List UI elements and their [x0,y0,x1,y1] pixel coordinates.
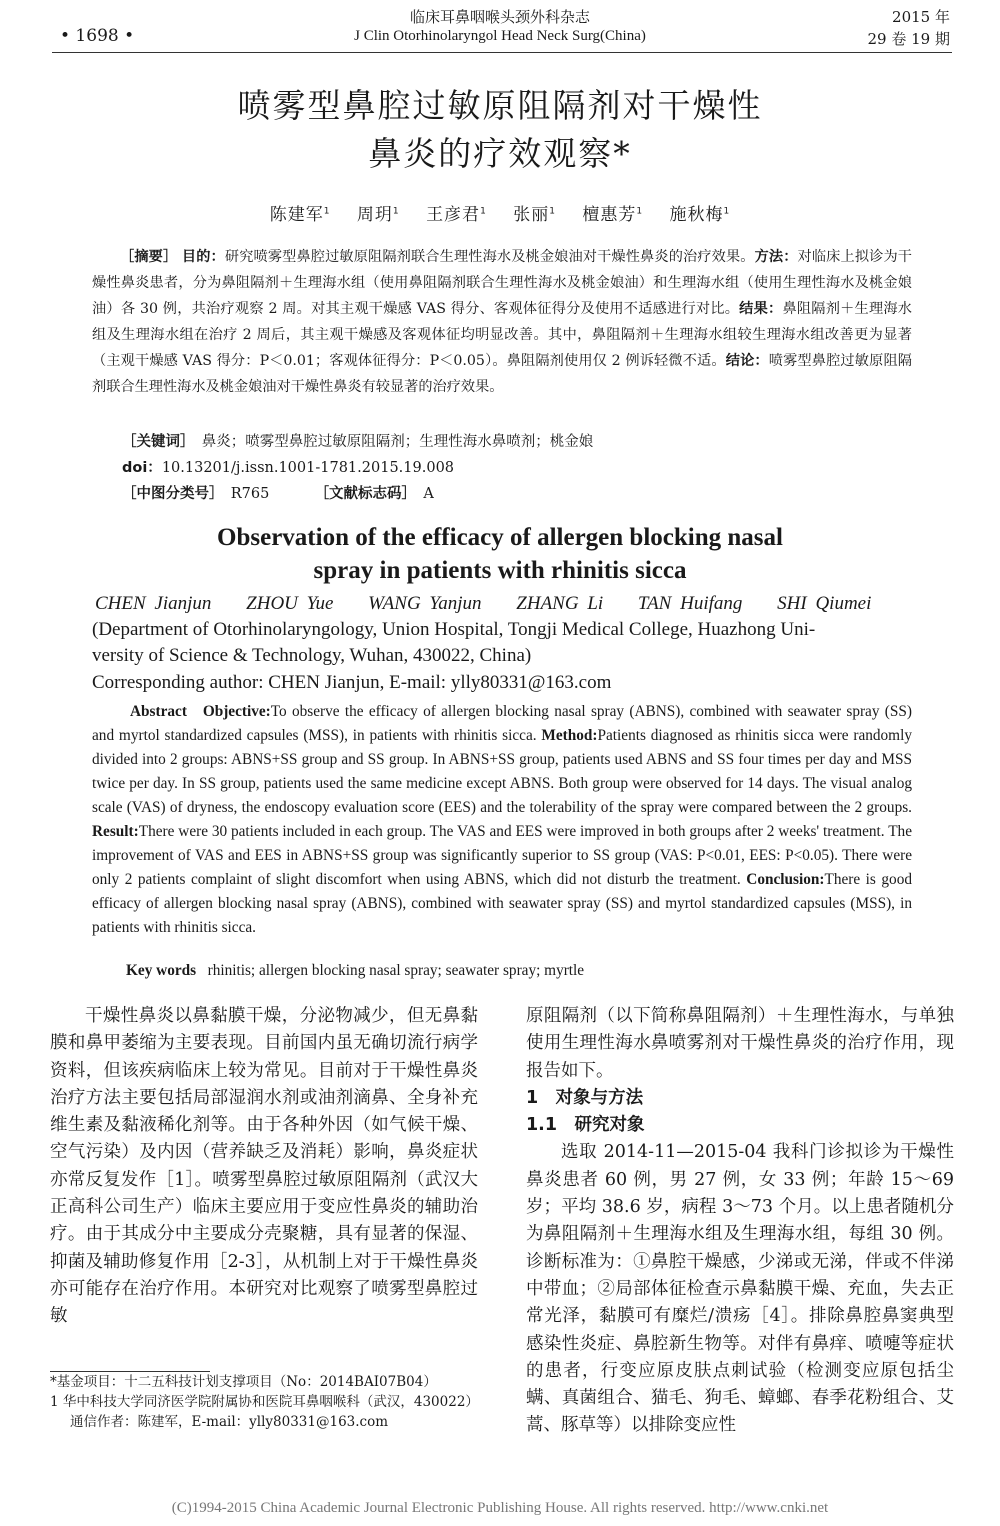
author-cn: 王彦君$^1$ [426,205,487,225]
author-list-en [95,593,897,615]
keywords-en: Key words rhinitis; allergen blocking nasal spray; seawater spray; myrtle [126,962,585,979]
subsection-heading: 1.1 研究对象 [526,1115,645,1136]
author-cn: 周玥$^1$ [356,205,400,225]
affiliation-en-line1: (Department of Otorhinolaryngology, Union Hospital, Tongji Medical College, Huazhong Uni- [92,619,816,640]
author-en: SHI Qiumei [777,593,872,614]
intro-paragraph: 干燥性鼻炎以鼻黏膜干燥，分泌物减少，但无鼻黏膜和鼻甲萎缩为主要表现。目前国内虽无确切流行病学资料，但该疾病临床上较为常见。目前对于干燥性鼻炎治疗方法主要包括局部湿润水剂或油剂滴鼻、全身补充维生素及黏液稀化剂等。由于各种外因（如气候干燥、空气污染）及内因（营养缺乏及消耗）影响，鼻炎症状亦常反复发作［1］。喷雾型鼻腔过敏原阻隔剂（武汉大正高科公司生产）临床主要应用于变应性鼻炎的辅助治疗。由于其成分中主要成分壳聚糖，具有显著的保湿、抑菌及辅助修复作用［2-3］，从机制上对于干燥性鼻炎亦可能存在治疗作用。本研究对比观察了喷雾型鼻腔过敏 [50,1006,478,1327]
copyright-footer: (C)1994-2015 China Academic Journal Electronic Publishing House. All rights reserved. http://www.cnki.net [171,1500,829,1516]
body-right-column [526,1003,954,1440]
journal-issue: 29 卷 19 期 [867,30,950,48]
classification-line: ［中图分类号］ R765 ［文献标志码］ A [122,486,434,502]
fund-note: *基金项目：十二五科技计划支撑项目（No：2014BAI07B04） [50,1374,437,1390]
journal-name-en: J Clin Otorhinolaryngol Head Neck Surg(China) [354,28,646,44]
title-cn-line1: 喷雾型鼻腔过敏原阻隔剂对干燥性 [237,86,763,125]
corresponding-author-en: Corresponding author: CHEN Jianjun, E-mail: ylly80331@163.com [92,672,612,693]
journal-year: 2015 年 [892,8,950,26]
subjects-paragraph: 选取 2014-11—2015-04 我科门诊拟诊为干燥性鼻炎患者 60 例，男 27 例，女 33 例；年龄 15～69 岁；平均 38.6 岁，病程 3～73 个月。以上患者随机分为鼻阻隔剂＋生理海水组及生理海水组，每组 30 例。诊断标准为：①鼻腔干燥感，少涕或无涕，伴或不伴涕中带血；②局部体征检查示鼻黏膜干燥、充血，失去正常光泽，黏膜可有糜烂/溃疡［4］。排除鼻腔鼻窦典型感染性炎症、鼻腔新生物等。对伴有鼻痒、喷嚏等症状的患者，行变应原皮肤点刺试验（检测变应原包括尘螨、真菌组合、猫毛、狗毛、蟑螂、春季花粉组合、艾蒿、豚草等）以排除变应性 [526,1142,954,1436]
abstract-en: Abstract Objective:To observe the efficacy of allergen blocking nasal spray (ABNS), combined with seawater spray (SS) and myrtol standardized capsules (MSS), in patients with rhinitis sicca. Method:Patients diagnosed as rhinitis sicca were randomly divided into 2 groups: ABNS+SS group and SS group. In ABNS+SS group, patients used ABNS and SS four times per day and MSS twice per day. In SS group, patients used the same medicine except ABNS. Both group were observed for 14 days. The visual analog scale (VAS) of dryness, the endoscopy evaluation score (EES) and the tolerability of the spray were compared between the 2 groups. Result:There were 30 patients included in each group. The VAS and EES were improved in both groups after 2 weeks' treatment. The improvement of VAS and EES in ABNS+SS group was significantly superior to SS group (VAS: P<0.01, EES: P<0.05). There were only 2 patients complaint of slight discomfort when using ABNS, which did not disturb the treatment. Conclusion:There is good efficacy of allergen blocking nasal spray (ABNS), combined with seawater spray (SS) and myrtol standardized capsules (MSS), in patients with rhinitis sicca. [92,703,912,936]
author-cn: 陈建军$^1$ [269,205,331,225]
author-cn: 张丽$^1$ [513,205,556,225]
affiliation-note: 1 华中科技大学同济医学院附属协和医院耳鼻咽喉科（武汉，430022） [50,1394,479,1410]
body-left-column [50,1003,478,1331]
author-en: WANG Yanjun [368,593,482,614]
section-heading: 1 对象与方法 [526,1087,644,1108]
author-cn: 施秋梅$^1$ [669,205,731,225]
corresponding-note: 通信作者：陈建军，E-mail：ylly80331@163.com [70,1414,389,1430]
header-rule [52,52,952,53]
author-cn: 檀惠芳$^1$ [582,205,644,225]
title-en-line1: Observation of the efficacy of allergen blocking nasal [217,524,783,551]
title-en-line2: spray in patients with rhinitis sicca [313,557,687,584]
page-number: • 1698 • [60,26,135,46]
footnotes [50,1372,490,1432]
author-en: ZHOU Yue [246,593,334,614]
title-cn-line2: 鼻炎的疗效观察* [368,134,632,173]
author-list-cn [0,200,1000,225]
keywords-cn: ［关键词］ 鼻炎；喷雾型鼻腔过敏原阻隔剂；生理性海水鼻喷剂；桃金娘 [122,434,594,450]
author-en: TAN Huifang [637,593,743,614]
journal-name-cn: 临床耳鼻咽喉头颈外科杂志 [409,8,590,26]
affiliation-en-line2: versity of Science & Technology, Wuhan, 430022, China) [92,645,532,666]
abstract-cn: ［摘要］ 目的：研究喷雾型鼻腔过敏原阻隔剂联合生理性海水及桃金娘油对干燥性鼻炎的治疗效果。方法：对临床上拟诊为干燥性鼻炎患者，分为鼻阻隔剂＋生理海水组（使用鼻阻隔剂联合生理性海水及桃金娘油）和生理海水组（使用生理性海水及桃金娘油）各 30 例，共治疗观察 2 周。对其主观干燥感 VAS 得分、客观体征得分及使用不适感进行对比。结果：鼻阻隔剂＋生理海水组及生理海水组在治疗 2 周后，其主观干燥感及客观体征均明显改善。其中，鼻阻隔剂＋生理海水组较生理海水组改善更为显著（主观干燥感 VAS 得分：P＜0.01；客观体征得分：P＜0.05）。鼻阻隔剂使用仅 2 例诉轻微不适。结论：喷雾型鼻腔过敏原阻隔剂联合生理性海水及桃金娘油对干燥性鼻炎有较显著的治疗效果。 [92,249,912,395]
author-en: CHEN Jianjun [95,593,212,614]
intro-paragraph-cont: 原阻隔剂（以下简称鼻阻隔剂）＋生理性海水，与单独使用生理性海水鼻喷雾剂对干燥性鼻炎的治疗作用，现报告如下。 [526,1006,954,1081]
doi-line: doi：10.13201/j.issn.1001-1781.2015.19.008 [122,460,455,476]
author-en: ZHANG Li [516,593,604,614]
